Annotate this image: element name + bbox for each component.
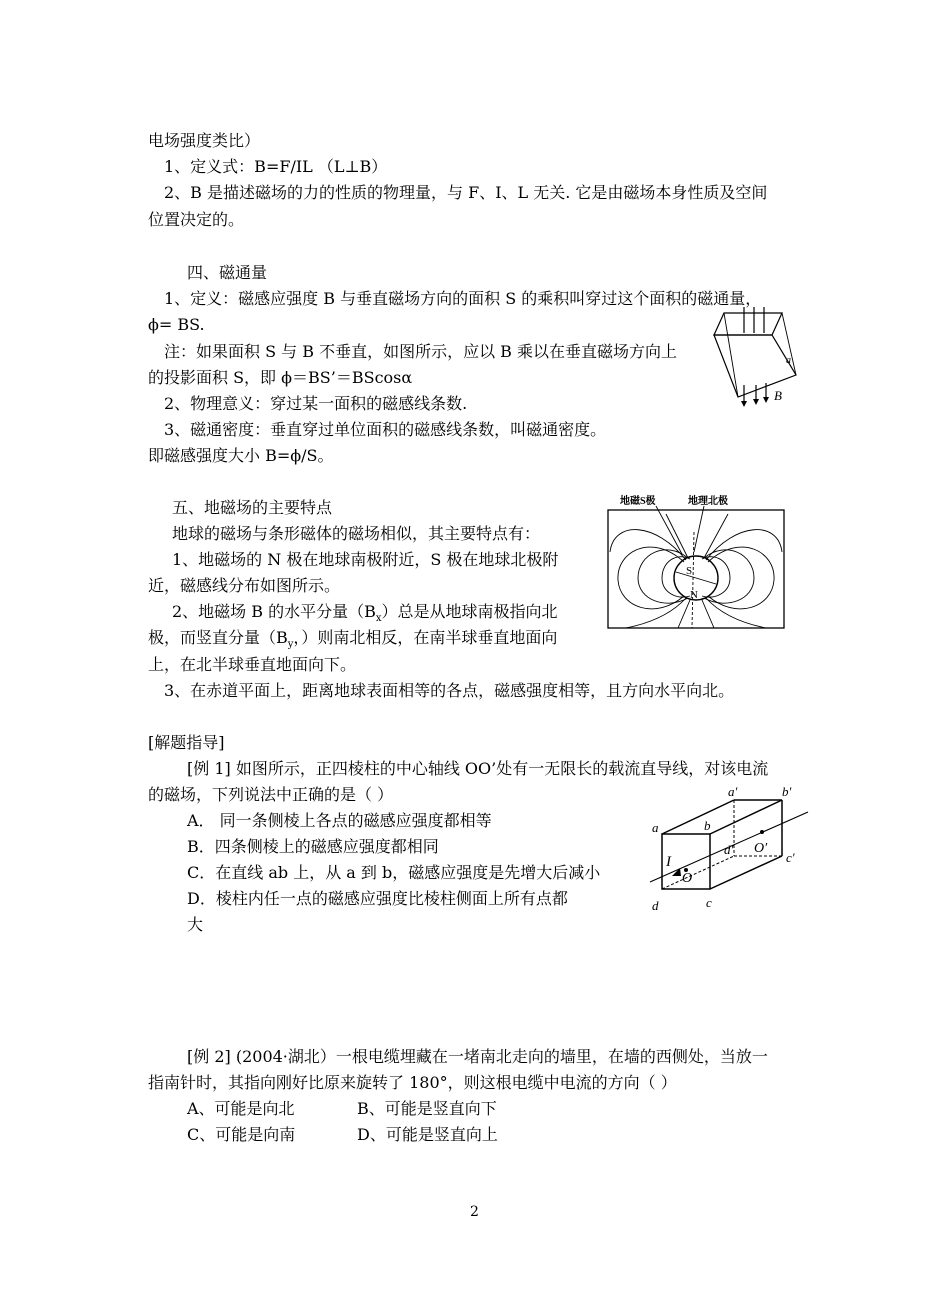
text-line: 指南针时，其指向刚好比原来旋转了 180°，则这根电缆中电流的方向（ ） (148, 1073, 677, 1092)
text-line: 注：如果面积 S 与 B 不垂直，如图所示，应以 B 乘以在垂直磁场方向上 (164, 342, 677, 361)
text-line: 上，在北半球垂直地面向下。 (148, 655, 357, 674)
text-line: [例 2] (2004·湖北）一根电缆埋藏在一堵南北走向的墙里，在墙的西侧处，当放一 (187, 1047, 768, 1066)
text-segment: ，）则南北相反，在南半球垂直地面向 (293, 628, 558, 647)
subscript: y (287, 639, 294, 650)
text-segment: 2、地磁场 B 的水平分量（B (172, 602, 376, 621)
label-d-prime: d′ (724, 842, 734, 857)
option-b: B．四条侧棱上的磁感应强度都相同 (187, 837, 439, 856)
text-line: 电场强度类比） (148, 131, 261, 150)
label-current-i: I (666, 854, 671, 870)
text-line: 近，磁感线分布如图所示。 (148, 576, 341, 595)
text-line: [例 1] 如图所示，正四棱柱的中心轴线 OO’处有一无限长的载流直导线，对该电流 (187, 759, 769, 778)
subscript: x (375, 613, 382, 624)
figure-frame (608, 510, 784, 628)
earth-magnetic-field-figure (606, 492, 786, 632)
label-c-prime: c′ (786, 850, 795, 865)
option-c: C．在直线 ab 上，从 a 到 b，磁感应强度是先增大后减小 (187, 863, 601, 882)
option-d: D．棱柱内任一点的磁感应强度比棱柱侧面上所有点都 (187, 889, 568, 908)
label-d: d (652, 898, 659, 913)
label-alpha: a (786, 355, 791, 366)
option-b: B、可能是竖直向下 (357, 1099, 497, 1118)
text-line: 3、在赤道平面上，距离地球表面相等的各点，磁感强度相等，且方向水平向北。 (164, 681, 735, 700)
text-segment: ）总是从地球南极指向北 (381, 602, 558, 621)
text-line (148, 628, 557, 651)
flux-diagram-figure (706, 305, 810, 408)
label-b: b (704, 818, 711, 833)
text-line: 的磁场，下列说法中正确的是（ ） (148, 785, 394, 804)
option-c: C、可能是向南 (187, 1125, 296, 1144)
page-number: 2 (470, 1204, 479, 1220)
text-line: 1、定义：磁感应强度 B 与垂直磁场方向的面积 S 的乘积叫穿过这个面积的磁通量， (164, 289, 762, 308)
text-line: 2、物理意义：穿过某一面积的磁感线条数. (164, 394, 468, 413)
prism-current-figure (648, 784, 814, 914)
option-d: D、可能是竖直向上 (357, 1125, 498, 1144)
text-line: 地球的磁场与条形磁体的磁场相似，其主要特点有： (172, 524, 541, 543)
label-s: S (686, 565, 693, 577)
text-line: ϕ= BS. (148, 315, 205, 334)
text-line: 1、定义式：B=F/IL （L⊥B） (164, 157, 388, 176)
label-b: B (774, 388, 782, 403)
text-line (172, 602, 558, 625)
option-a: A． 同一条侧棱上各点的磁感应强度都相等 (187, 811, 492, 830)
label-b-prime: b′ (782, 784, 792, 799)
text-segment: 极，而竖直分量（B (148, 628, 288, 647)
section-title: 五、地磁场的主要特点 (172, 498, 333, 517)
text-line: 1、地磁场的 N 极在地球南极附近，S 极在地球北极附 (172, 550, 559, 569)
option-a: A、可能是向北 (187, 1099, 295, 1118)
text-line: 3、磁通密度：垂直穿过单位面积的磁感线条数，叫磁通密度。 (164, 420, 607, 439)
text-line: 即磁感强度大小 B=ϕ/S。 (148, 446, 334, 465)
label-o-prime: O′ (754, 841, 768, 856)
label-a: a (652, 820, 659, 835)
text-line: 位置决定的。 (148, 210, 245, 229)
section-title: 四、磁通量 (187, 263, 268, 282)
text-line: 的投影面积 S，即 ϕ＝BS’＝BScosα (148, 368, 413, 387)
label-o: O (682, 871, 693, 886)
label-c: c (706, 895, 712, 910)
label-n: N (690, 589, 698, 601)
option-d-cont: 大 (187, 915, 204, 934)
text-line: 2、B 是描述磁场的力的性质的物理量，与 F、I、L 无关. 它是由磁场本身性质及空间 (164, 183, 768, 202)
label-geomagnetic-s-pole: 地磁S极 (620, 496, 656, 507)
label-geographic-north: 地理北极 (688, 496, 728, 507)
label-a-prime: a′ (728, 784, 738, 799)
section-heading: [解题指导] (148, 733, 225, 752)
